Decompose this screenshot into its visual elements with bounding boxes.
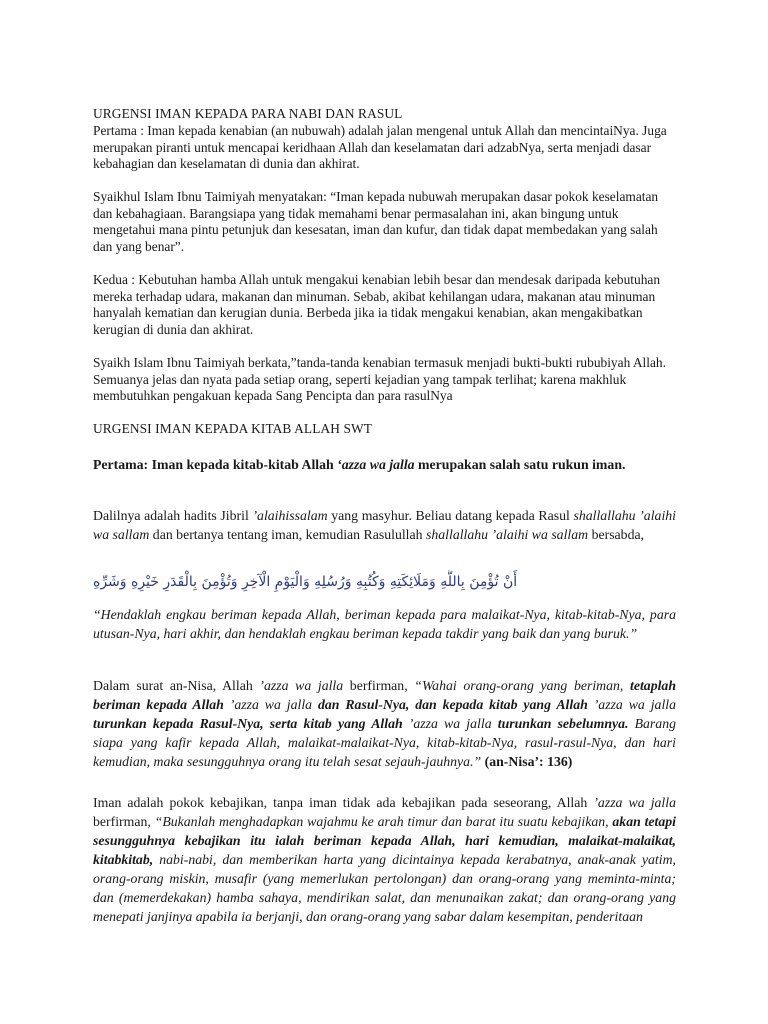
paragraph-pertama-kenabian: Pertama : Iman kepada kenabian (an nubuwah) adalah jalan mengenal untuk Allah dan mencintaiNya. Juga merupakan piranti untuk mencapai keridhaan Allah dan keselamatan dari adzabNya, serta menjadi dasar kebahagian dan keselamatan di dunia dan akhirat. [93, 123, 667, 172]
paragraph-hadith-translation: “Hendaklah engkau beriman kepada Allah, beriman kepada para malaikat-Nya, kitab-kitab-Nya, para utusan-Nya, hari akhir, dan hendaklah engkau beriman kepada takdir yang baik dan yang buruk.” [93, 607, 676, 641]
paragraph-kedua-kebutuhan: Kedua : Kebutuhan hamba Allah untuk mengakui kenabian lebih besar dan mendesak daripada kebutuhan mereka terhadap udara, makanan dan minuman. Sebab, akibat kehilangan udara, makanan atau minuman hanyalah kematian dan kerugian dunia. Berbeda jika ia tidak mengakui kenabian, akan mengakibatkan kerugian di dunia dan akhirat. [93, 272, 661, 337]
paragraph-ibnu-taimiyah-tanda: Syaikh Islam Ibnu Taimiyah berkata,”tanda-tanda kenabian termasuk menjadi bukti-bukti rububiyah Allah. Semuanya jelas dan nyata pada setiap orang, seperti kejadian yang tampak terlihat; karena makhluk membutuhkan pengakuan kepada Sang Pencipta dan para rasulNya [93, 355, 666, 404]
section-heading-kitab-allah: URGENSI IMAN KEPADA KITAB ALLAH SWT [93, 421, 373, 436]
paragraph-iman-pokok-kebajikan: Iman adalah pokok kebajikan, tanpa iman tidak ada kebajikan pada seseorang, Allah ’azza wa jalla berfirman, “Bukanlah menghadapkan wajahmu ke arah timur dan barat itu suatu kebajikan, akan tetapi sesungguhnya kebajikan itu ialah beriman kepada Allah, hari kemudian, malaikat-malaikat, kitabkitab, nabi-nabi, dan memberikan harta yang dicintainya kepada kerabatnya, anak-anak yatim, orang-orang miskin, musafir (yang memerlukan pertolongan) dan orang-orang yang meminta-minta; dan (memerdekakan) hamba sahaya, mendirikan salat, dan menunaikan zakat; dan orang-orang yang menepati janjinya apabila ia berjanji, dan orang-orang yang sabar dalam kesempitan, penderitaan [93, 795, 676, 924]
section-heading-nabi-rasul: URGENSI IMAN KEPADA PARA NABI DAN RASUL [93, 106, 403, 121]
paragraph-rukun-iman: Pertama: Iman kepada kitab-kitab Allah ‘azza wa jalla merupakan salah satu rukun iman. [93, 457, 626, 472]
paragraph-ibnu-taimiyah-nubuwah: Syaikhul Islam Ibnu Taimiyah menyatakan: “Iman kepada nubuwah merupakan dasar pokok keselamatan dan kebahagiaan. Barangsiapa yang tidak memahami benar permasalahan ini, akan bingung untuk mengetahui mana pintu petunjuk dan kesesatan, iman dan kufur, dan tidak dapat membedakan yang salah dan yang benar”. [93, 189, 659, 254]
arabic-hadith-text: أَنْ تُؤْمِنَ بِاللَّهِ وَمَلَائِكَتِهِ وَكُتُبِهِ وَرُسُلِهِ وَالْيَوْمِ الْآخِرِ وَتُؤْمِنَ بِالْقَدَرِ خَيْرِهِ وَشَرِّهِ [93, 574, 518, 590]
paragraph-hadits-jibril: Dalilnya adalah hadits Jibril ’alaihissalam yang masyhur. Beliau datang kepada Rasul shallallahu ’alaihi wa sallam dan bertanya tentang iman, kemudian Rasulullah shallallahu ’alaihi wa sallam bersabda, [93, 508, 677, 542]
paragraph-an-nisa: Dalam surat an-Nisa, Allah ’azza wa jalla berfirman, “Wahai orang-orang yang beriman, tetaplah beriman kepada Allah ’azza wa jalla dan Rasul-Nya, dan kepada kitab yang Allah ’azza wa jalla turunkan kepada Rasul-Nya, serta kitab yang Allah ’azza wa jalla turunkan sebelumnya. Barang siapa yang kafir kepada Allah, malaikat-malaikat-Nya, kitab-kitab-Nya, rasul-rasul-Nya, dan hari kemudian, maka sesungguhnya orang itu telah sesat sejauh-jauhnya.” (an-Nisa’: 136) [93, 678, 677, 769]
